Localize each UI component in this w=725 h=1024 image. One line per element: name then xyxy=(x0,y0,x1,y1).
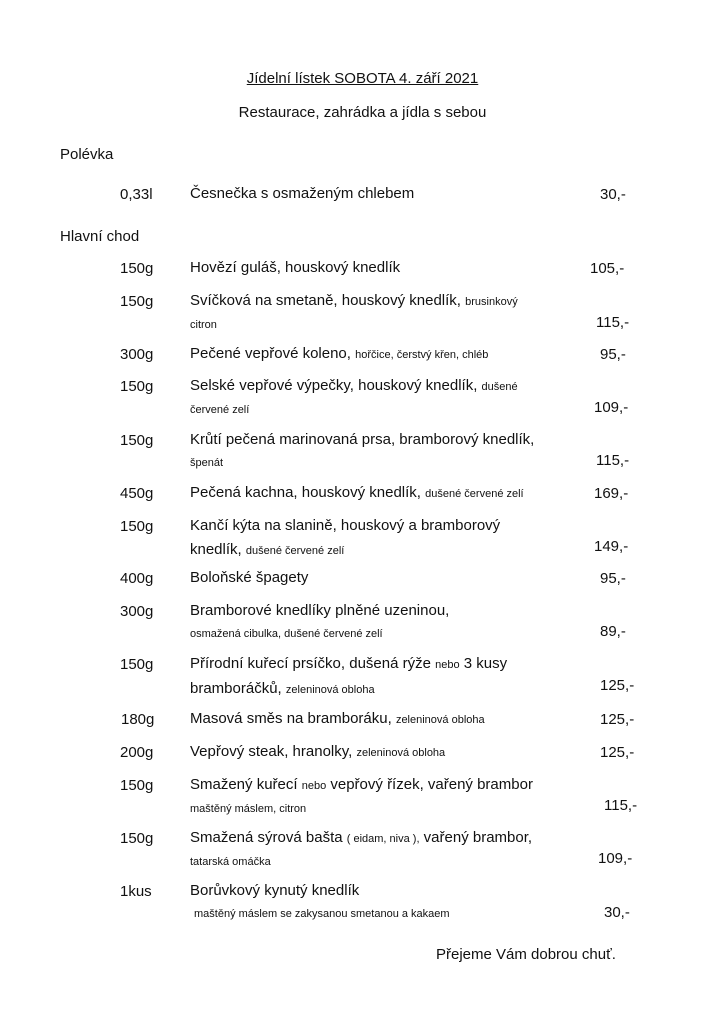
item-qty: 150g xyxy=(120,378,154,395)
item-qty: 400g xyxy=(120,570,154,587)
item-qty: 150g xyxy=(120,260,154,277)
item-price: 125,- xyxy=(600,711,635,728)
item-name: Hovězí guláš, houskový knedlík xyxy=(190,259,401,276)
item-qty: 150g xyxy=(120,518,154,535)
item-side-line2: tatarská omáčka xyxy=(190,856,271,868)
item-price: 89,- xyxy=(600,623,626,640)
item-qty: 200g xyxy=(120,744,154,761)
item-qty: 150g xyxy=(120,656,154,673)
item-qty: 300g xyxy=(120,603,154,620)
item-qty: 150g xyxy=(120,293,154,310)
item-qty: 180g xyxy=(121,711,155,728)
item-name: Přírodní kuřecí prsíčko, dušená rýže xyxy=(190,655,431,672)
item-side: dušené červené zelí xyxy=(245,545,345,557)
item-name: Bramborové knedlíky plněné uzeninou, xyxy=(190,602,450,619)
item-name: Borůvkový kynutý knedlík xyxy=(190,882,360,899)
item-name: Smažená sýrová bašta xyxy=(190,829,343,846)
item-price: 95,- xyxy=(600,570,626,587)
item-name: Pečená kachna, houskový knedlík, xyxy=(190,484,421,501)
item-connector: nebo xyxy=(301,780,327,792)
item-price: 109,- xyxy=(598,850,633,867)
item-side-line2: maštěný máslem, citron xyxy=(190,803,307,815)
item-price: 125,- xyxy=(600,744,635,761)
item-name: Pečené vepřové koleno, xyxy=(190,345,351,362)
item-side-line2: špenát xyxy=(190,457,224,469)
item-name-cont: 3 kusy xyxy=(463,655,508,672)
item-price: 30,- xyxy=(604,904,630,921)
item-name: Vepřový steak, hranolky, xyxy=(190,743,353,760)
item-name: Masová směs na bramboráku, xyxy=(190,710,392,727)
item-price: 169,- xyxy=(594,485,629,502)
section-heading-soup: Polévka xyxy=(60,146,114,163)
item-note: ( eidam, niva ), xyxy=(346,833,420,845)
item-side-line2: červené zelí xyxy=(190,404,250,416)
item-name: Boloňské špagety xyxy=(190,569,309,586)
item-name-line2: knedlík, xyxy=(190,541,242,558)
item-price: 115,- xyxy=(596,314,630,331)
item-price: 149,- xyxy=(594,538,629,555)
item-name-line2: bramboráčků, xyxy=(190,680,282,697)
item-name: Selské vepřové výpečky, houskový knedlík, xyxy=(190,377,478,394)
item-side-line2: citron xyxy=(190,319,217,331)
item-name: Kančí kýta na slanině, houskový a bramborový xyxy=(190,517,501,534)
closing-greeting: Přejeme Vám dobrou chuť. xyxy=(436,946,616,963)
item-side-line2: maštěný máslem se zakysanou smetanou a kakaem xyxy=(194,908,450,920)
item-side: dušené červené zelí xyxy=(425,488,524,500)
item-name: Smažený kuřecí xyxy=(190,776,298,793)
item-name: Krůtí pečená marinovaná prsa, bramborový knedlík, xyxy=(190,431,535,448)
item-name-cont: vařený brambor, xyxy=(423,829,533,846)
item-qty: 1kus xyxy=(120,883,152,900)
item-side: zeleninová obloha xyxy=(395,714,485,726)
item-side: zeleninová obloha xyxy=(285,684,375,696)
item-name-cont: vepřový řízek, vařený brambor xyxy=(330,776,533,793)
menu-title: Jídelní lístek SOBOTA 4. září 2021 xyxy=(246,70,479,87)
item-side: zeleninová obloha xyxy=(356,747,446,759)
item-side-line2: osmažená cibulka, dušené červené zelí xyxy=(190,628,383,640)
item-name: Česnečka s osmaženým chlebem xyxy=(190,185,415,202)
item-name: Svíčková na smetaně, houskový knedlík, xyxy=(190,292,461,309)
item-side: brusinkový xyxy=(465,296,518,308)
menu-subtitle: Restaurace, zahrádka a jídla s sebou xyxy=(238,104,487,121)
item-qty: 300g xyxy=(120,346,154,363)
item-price: 125,- xyxy=(600,677,635,694)
item-price: 105,- xyxy=(590,260,625,277)
section-heading-main: Hlavní chod xyxy=(60,228,140,245)
item-qty: 0,33l xyxy=(120,186,153,203)
item-connector: nebo xyxy=(435,659,460,671)
item-price: 115,- xyxy=(596,452,630,469)
item-price: 109,- xyxy=(594,399,629,416)
item-price: 30,- xyxy=(600,186,626,203)
item-side: hořčice, čerstvý křen, chléb xyxy=(355,349,489,361)
item-qty: 150g xyxy=(120,830,154,847)
item-qty: 450g xyxy=(120,485,154,502)
item-price: 115,- xyxy=(604,797,638,814)
item-price: 95,- xyxy=(600,346,626,363)
item-side: dušené xyxy=(481,381,518,393)
item-qty: 150g xyxy=(120,777,154,794)
item-qty: 150g xyxy=(120,432,154,449)
